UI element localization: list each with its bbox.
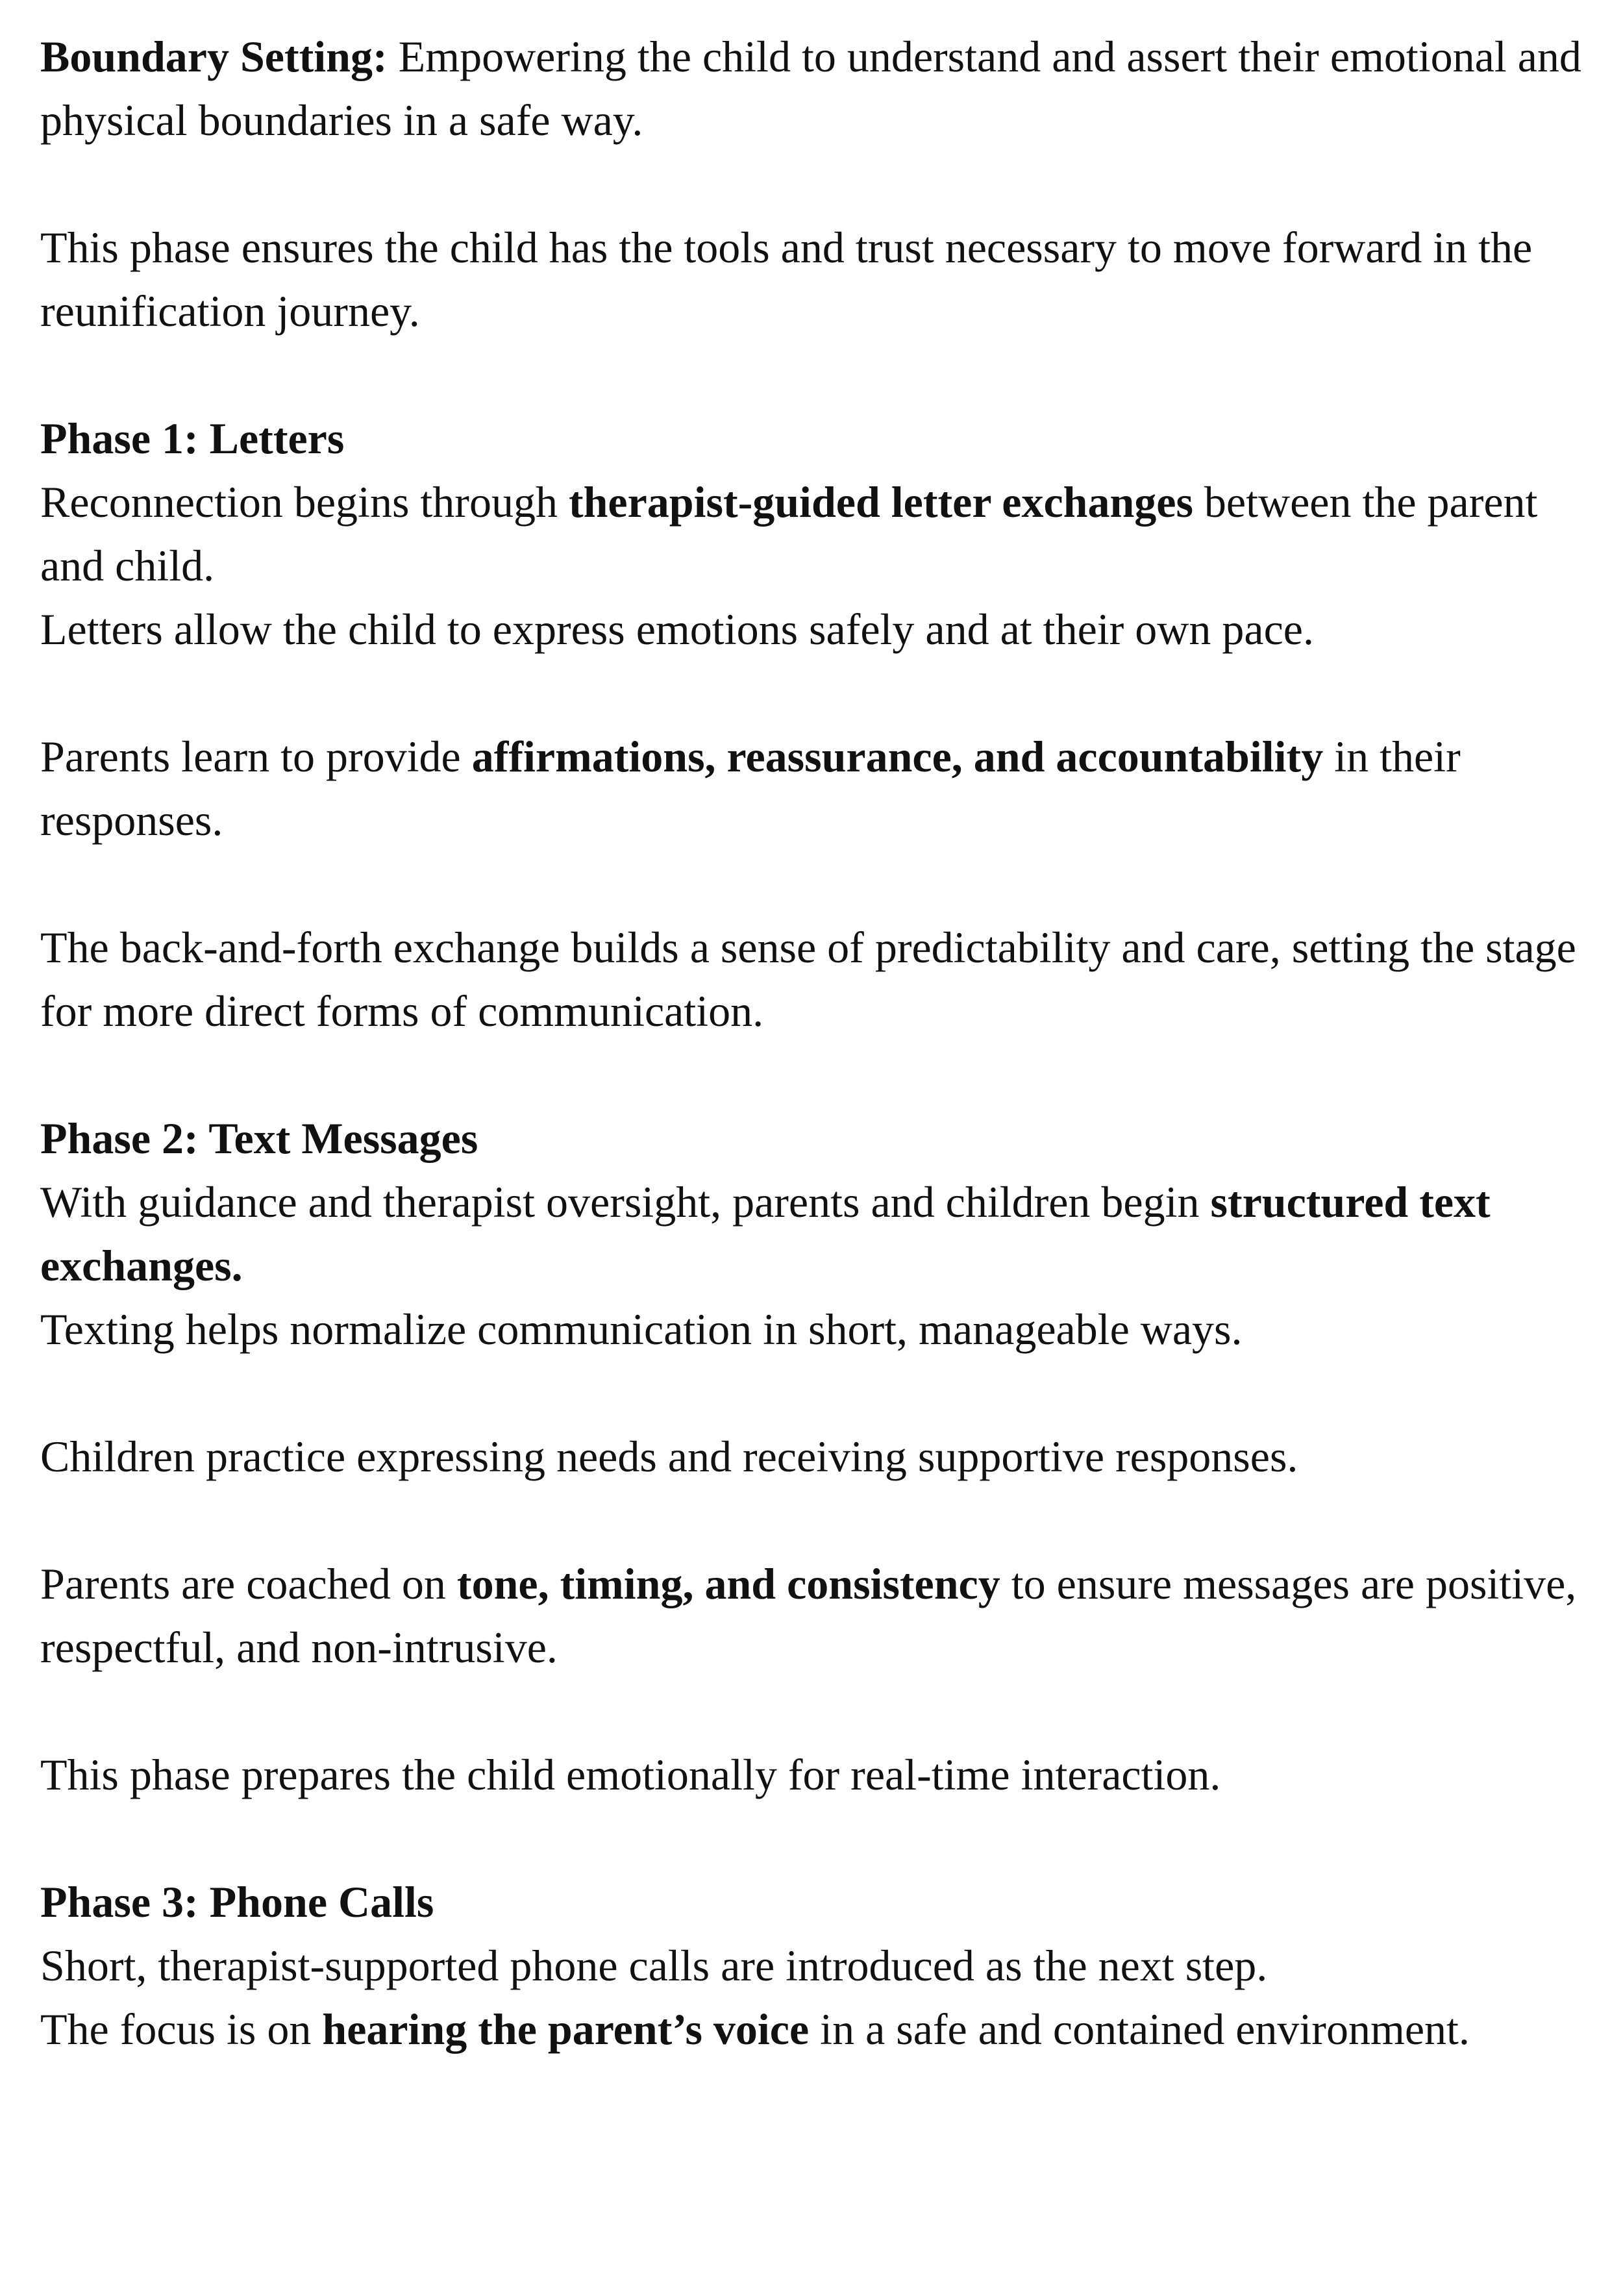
phase-1-p3-text-end: in their responses. (40, 732, 1461, 845)
phase-1-paragraph-4: The back-and-forth exchange builds a sense of predictability and care, setting the stage for more direct forms of communication. (40, 923, 1576, 1036)
phase-1-p3-bold: affirmations, reassurance, and accountability (471, 732, 1324, 781)
phase-2-paragraph-3: Children practice expressing needs and receiving supportive responses. (40, 1432, 1298, 1481)
phase-2-heading: Phase 2: Text Messages (40, 1114, 478, 1163)
boundary-setting-paragraph (40, 25, 1592, 152)
phase-2-paragraph-1 (40, 1170, 1592, 1297)
phase-1-heading: Phase 1: Letters (40, 414, 345, 463)
boundary-setting-label: Boundary Setting: (40, 32, 388, 81)
phase-1-p1-text-end: between the parent and child. (40, 477, 1538, 590)
phase-2-coaching-paragraph (40, 1552, 1592, 1679)
phase-2-practice-paragraph (40, 1425, 1592, 1488)
phase-2-section (40, 1106, 1592, 1361)
phase-2-paragraph-5: This phase prepares the child emotionally for real-time interaction. (40, 1750, 1221, 1799)
phase-3-paragraph-1: Short, therapist-supported phone calls are introduced as the next step. (40, 1941, 1268, 1990)
phase-2-preparation-paragraph (40, 1743, 1592, 1806)
phase-3-paragraph-2 (40, 1997, 1592, 2061)
phase-3-p2-bold: hearing the parent’s voice (322, 2004, 810, 2054)
phase-1-p3-text: Parents learn to provide (40, 732, 472, 781)
phase-2-p1-bold: structured text exchanges. (40, 1177, 1491, 1290)
phase-1-exchange-paragraph (40, 916, 1592, 1043)
phase-3-heading: Phase 3: Phone Calls (40, 1877, 434, 1927)
phase-1-paragraph-1 (40, 470, 1592, 597)
phase-3-p2-text-end: in a safe and contained environment. (809, 2004, 1470, 2054)
phase-1-section (40, 406, 1592, 661)
phase-summary-text: This phase ensures the child has the tools and trust necessary to move forward in the reunification journey. (40, 223, 1533, 336)
phase-2-p4-text-end: to ensure messages are positive, respectful, and non-intrusive. (40, 1559, 1577, 1672)
phase-3-p2-text: The focus is on (40, 2004, 323, 2054)
document-page (40, 25, 1592, 2061)
phase-1-p1-bold: therapist-guided letter exchanges (568, 477, 1193, 527)
boundary-setting-text (40, 25, 1592, 152)
phase-1-p1-text: Reconnection begins through (40, 477, 569, 527)
boundary-setting-description: Empowering the child to understand and assert their emotional and physical boundaries in a safe way. (40, 32, 1581, 145)
phase-3-section (40, 1870, 1592, 2061)
phase-1-paragraph-2: Letters allow the child to express emotions safely and at their own pace. (40, 605, 1314, 654)
phase-2-p1-text: With guidance and therapist oversight, parents and children begin (40, 1177, 1211, 1227)
phase-1-paragraph-3 (40, 725, 1592, 852)
phase-2-paragraph-2: Texting helps normalize communication in short, manageable ways. (40, 1304, 1243, 1354)
phase-2-p4-text: Parents are coached on (40, 1559, 457, 1608)
phase-summary-paragraph (40, 216, 1592, 343)
phase-2-paragraph-4 (40, 1552, 1592, 1679)
phase-2-p4-bold: tone, timing, and consistency (456, 1559, 1000, 1608)
phase-1-affirmations-paragraph (40, 725, 1592, 852)
